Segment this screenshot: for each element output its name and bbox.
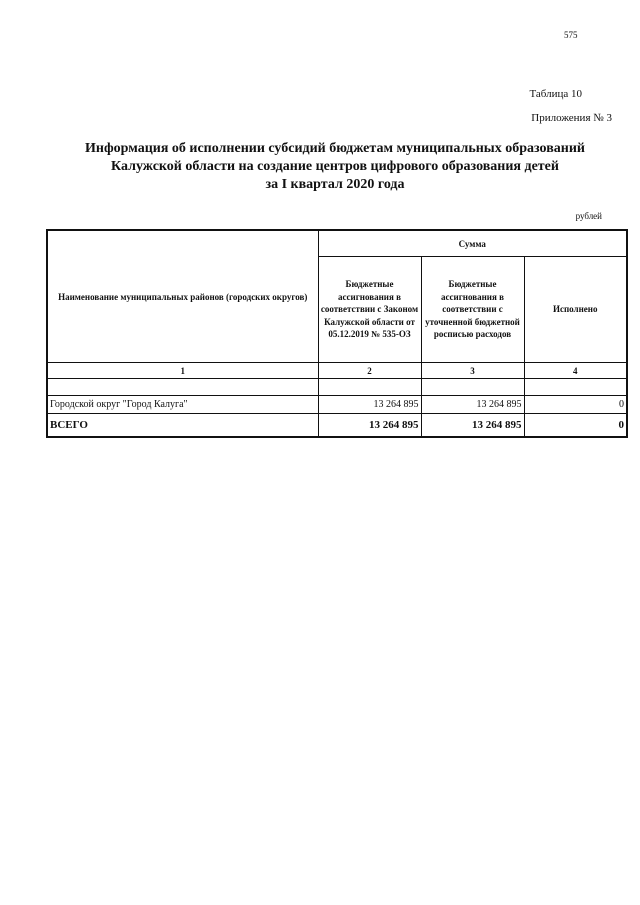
subsidy-table [46,229,628,438]
total-law-allocations: 13 264 895 [318,414,421,438]
title-line-2: Калужской области на создание центров цифрового образования детей [111,159,559,174]
spacer-row [47,379,627,396]
title-line-1: Информация об исполнении субсидий бюджетам муниципальных образований [85,141,585,156]
table-row [47,396,627,414]
table-number: Таблица 10 [529,88,582,100]
total-executed: 0 [524,414,627,438]
header-municipality: Наименование муниципальных районов (городских округов) [47,230,318,363]
header-executed: Исполнено [524,257,627,363]
total-row [47,414,627,438]
header-sum: Сумма [318,230,627,257]
total-budget-allocations: 13 264 895 [421,414,524,438]
units-label: рублей [575,211,602,221]
row-budget-allocations: 13 264 895 [421,396,524,414]
row-executed: 0 [524,396,627,414]
column-number: 2 [318,363,421,379]
page-number: 575 [564,30,578,40]
column-number: 1 [47,363,318,379]
row-name: Городской округ "Город Калуга" [47,396,318,414]
header-budget-allocations: Бюджетные ассигнования в соответствии с уточненной бюджетной росписью расходов [421,257,524,363]
total-label: ВСЕГО [47,414,318,438]
row-law-allocations: 13 264 895 [318,396,421,414]
column-number: 4 [524,363,627,379]
appendix-label: Приложения № 3 [531,112,612,124]
column-number: 3 [421,363,524,379]
document-title [40,140,630,194]
title-line-3: за I квартал 2020 года [265,177,405,192]
header-law-allocations: Бюджетные ассигнования в соответствии с Законом Калужской области от 05.12.2019 № 535-ОЗ [318,257,421,363]
